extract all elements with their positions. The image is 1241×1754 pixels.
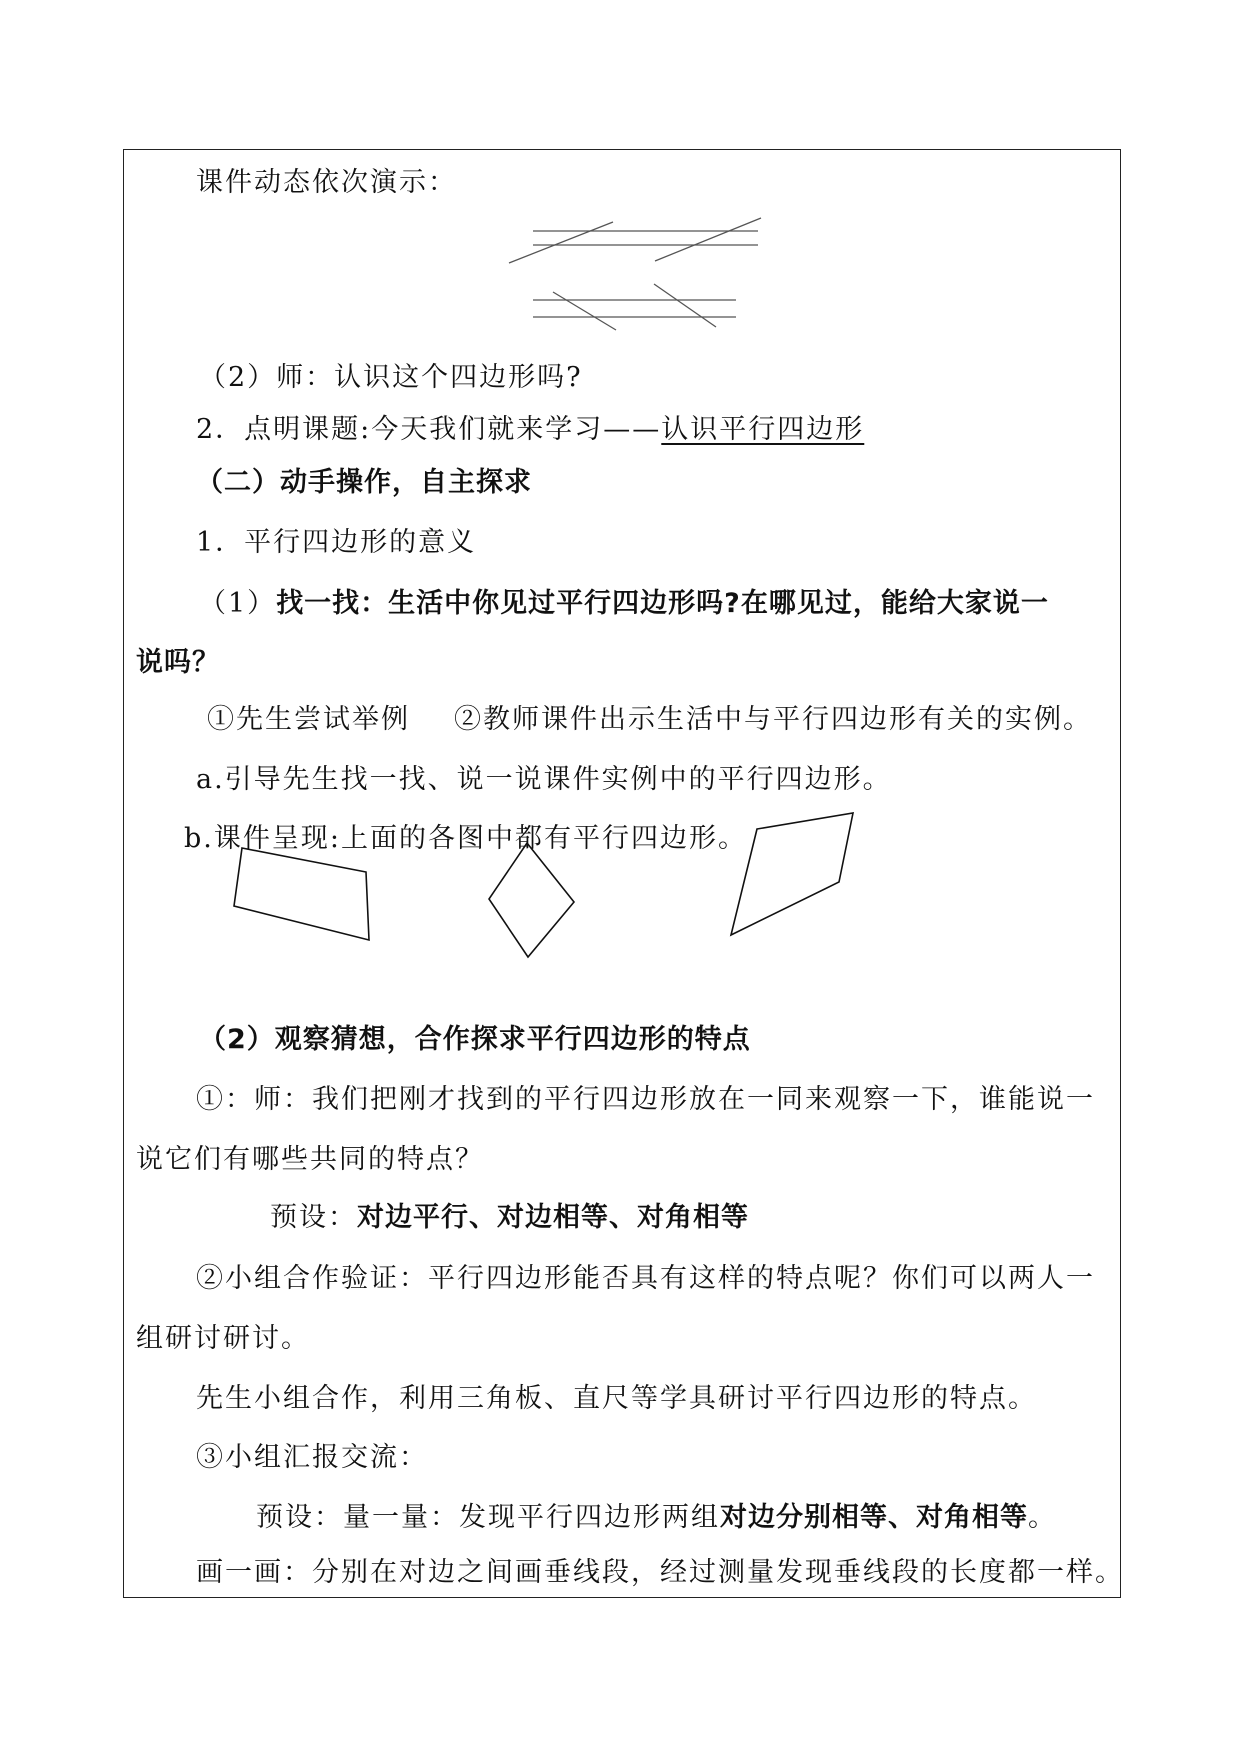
text-line-13: 说它们有哪些共同的特点？ [136, 1144, 484, 1175]
parallelogram-shape-2 [731, 813, 853, 935]
transversal-line [655, 218, 761, 261]
text-line-16: 组研讨研讨。 [136, 1323, 310, 1354]
question-bold: 找一找：生活中你见过平行四边形吗?在哪见过，能给大家说一 [276, 588, 1049, 619]
text-line-1: 课件动态依次演示： [196, 167, 457, 198]
text-line-5: 1．平行四边形的意义 [196, 527, 477, 558]
preset-label: 预设： [270, 1202, 357, 1233]
example-1: ①先生尝试举例 [207, 704, 410, 735]
text-line-9: a.引导先生找一找、说一说课件实例中的平行四边形。 [196, 764, 892, 795]
parallel-lines-figure-top [509, 218, 761, 263]
preset-answer-bold: 对边平行、对边相等、对角相等 [357, 1202, 749, 1233]
lesson-title-underlined: 认识平行四边形 [661, 414, 865, 445]
text-line-20: 画一画：分别在对边之间画垂线段，经过测量发现垂线段的长度都一样。 [196, 1557, 1124, 1588]
transversal-line [509, 222, 613, 263]
text-line-14 [270, 1201, 749, 1235]
rhombus-shape [489, 843, 574, 957]
lead-in-text: 2．点明课题:今天我们就来学习—— [196, 414, 662, 445]
example-2: ②教师课件出示生活中与平行四边形有关的实例。 [454, 704, 1092, 735]
text-line-2: （2）师：认识这个四边形吗? [199, 362, 583, 393]
transversal-line [553, 292, 616, 330]
measure-text: 预设：量一量：发现平行四边形两组 [256, 1502, 720, 1533]
parallelogram-shape-1 [234, 848, 369, 940]
text-line-7: 说吗？ [136, 647, 220, 678]
parallel-lines-figure-bottom [533, 284, 736, 330]
period: 。 [1028, 1502, 1057, 1533]
text-line-6 [199, 587, 1049, 621]
text-line-17: 先生小组合作，利用三角板、直尺等学具研讨平行四边形的特点。 [196, 1383, 1037, 1414]
text-line-12: ①：师：我们把刚才找到的平行四边形放在一同来观察一下，谁能说一 [196, 1084, 1095, 1115]
item-number: （1） [199, 588, 277, 619]
transversal-line [654, 284, 716, 327]
section-heading-observe: （2）观察猜想，合作探求平行四边形的特点 [199, 1024, 751, 1055]
text-line-3 [196, 413, 864, 447]
section-heading-2: （二）动手操作，自主探求 [196, 467, 532, 498]
text-line-10: b.课件呈现:上面的各图中都有平行四边形。 [184, 823, 747, 854]
text-line-18: ③小组汇报交流： [196, 1442, 428, 1473]
text-line-19 [256, 1501, 1057, 1535]
text-line-8 [207, 703, 1092, 737]
measure-result-bold: 对边分别相等、对角相等 [720, 1502, 1028, 1533]
text-line-15: ②小组合作验证：平行四边形能否具有这样的特点呢？你们可以两人一 [196, 1263, 1095, 1294]
